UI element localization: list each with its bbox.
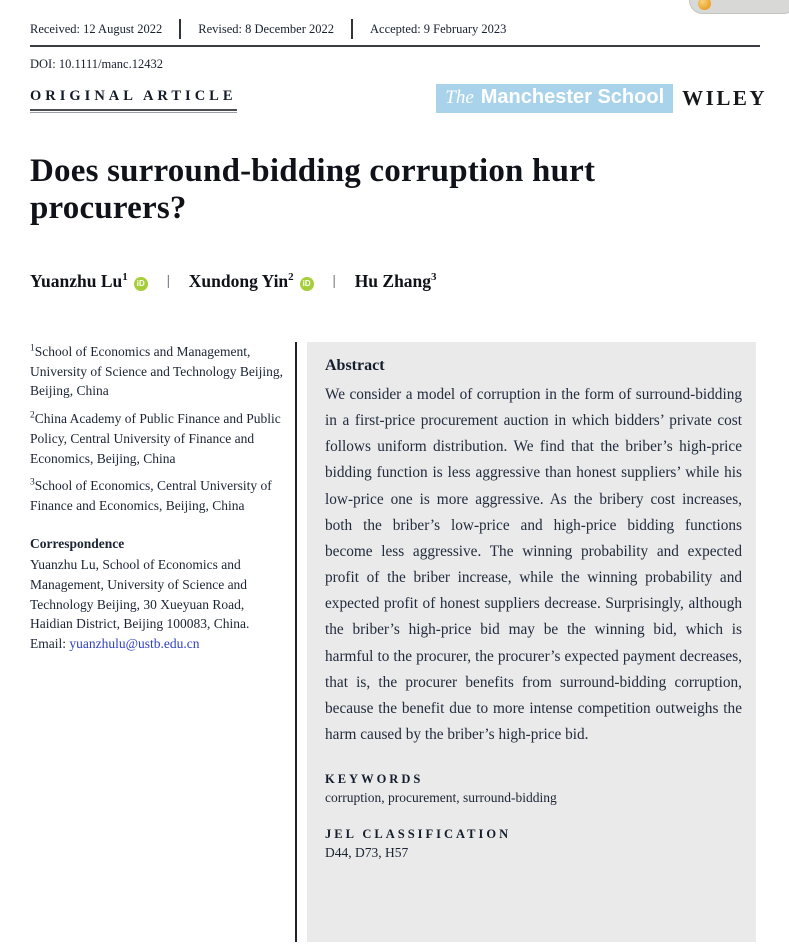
journal-branding (436, 84, 767, 113)
history-dates-row (30, 19, 760, 39)
header-rule (30, 45, 760, 47)
revised-date: Revised: 8 December 2022 (198, 21, 335, 36)
abstract-heading: Abstract (325, 357, 385, 374)
update-badge-icon (698, 0, 711, 10)
email-link[interactable]: yuanzhulu@ustb.edu.cn (69, 636, 200, 652)
column-divider-rule (295, 342, 297, 942)
affiliation-2: $^2$China Academy of Public Finance and Public Policy, Central University of Finance and Economics, Beijing, China (30, 410, 281, 466)
email-label: Email: (30, 636, 70, 652)
accepted-date: Accepted: 9 February 2023 (370, 21, 507, 36)
article-title: Does surround-bidding corruption hurt procurers? (30, 153, 596, 226)
author-3: Hu Zhang$^3$ (354, 271, 437, 291)
abstract-text: We consider a model of corruption in the form of surround-bidding in a first-price procurement auction in which bidders’ private cost follows uniform distribution. We find that the briber’s high-price bidding function is less aggressive than honest suppliers’ while his low-price one is more aggressive. As the bribery cost increases, both the briber’s low-price and high-price bidding functions become less aggressive. The winning probability and expected profit of the briber increase, while the winning probability and expected profit of honest suppliers decrease. Surprisingly, although the briber’s high-price bid may be the winning bid, which is harmful to the procurer, the procurer’s expected payment decreases, that is, the procurer benefits from surround-bidding corruption, because the benefit due to more intense competition outweighs the harm caused by the briber’s high-price bid. (325, 386, 742, 744)
check-for-updates-badge[interactable] (689, 0, 789, 14)
author-separator: | (332, 273, 336, 289)
correspondence-email-line (30, 634, 286, 654)
affiliation-3: $^3$School of Economics, Central University of Finance and Economics, Beijing, China (30, 477, 272, 513)
wiley-logo[interactable]: WILEY (682, 86, 767, 110)
keywords-heading: KEYWORDS (325, 772, 424, 787)
affiliation-1: $^1$School of Economics and Management, University of Science and Technology Beijing, Beijing, China (30, 343, 283, 399)
jel-codes: D44, D73, H57 (325, 845, 409, 861)
date-separator (179, 19, 181, 39)
author-separator: | (166, 273, 170, 289)
author-2: Xundong Yin$^2$iD (189, 271, 314, 292)
jel-heading: JEL CLASSIFICATION (325, 827, 512, 842)
journal-logo-the: The (445, 87, 474, 108)
author-1-affiliation-mark: 1 (122, 271, 128, 284)
left-metadata-column (30, 342, 286, 942)
author-1: Yuanzhu Lu$^1$iD (30, 271, 148, 292)
received-date: Received: 12 August 2022 (30, 21, 163, 36)
article-type-block (30, 88, 237, 113)
correspondence-text: Yuanzhu Lu, School of Economics and Management, University of Science and Technology Beijing, 30 Xueyuan Road, Haidian District, Beijing 100083, China. (30, 557, 250, 632)
doi: DOI: 10.1111/manc.12432 (30, 57, 163, 71)
journal-header-row (30, 84, 767, 113)
manchester-school-logo[interactable] (436, 84, 673, 113)
author-byline (30, 271, 757, 292)
abstract-panel (307, 342, 756, 942)
orcid-icon[interactable]: iD (300, 277, 314, 291)
correspondence-heading: Correspondence (30, 535, 125, 551)
author-2-affiliation-mark: 2 (288, 271, 294, 284)
keywords-list: corruption, procurement, surround-bidding (325, 790, 557, 806)
orcid-icon[interactable]: iD (134, 277, 148, 291)
article-type-label: ORIGINAL ARTICLE (30, 88, 237, 104)
journal-logo-name: Manchester School (480, 86, 665, 108)
article-type-underline (30, 109, 237, 113)
author-3-affiliation-mark: 3 (431, 271, 437, 284)
metadata-and-abstract (30, 342, 757, 942)
date-separator (351, 19, 353, 39)
